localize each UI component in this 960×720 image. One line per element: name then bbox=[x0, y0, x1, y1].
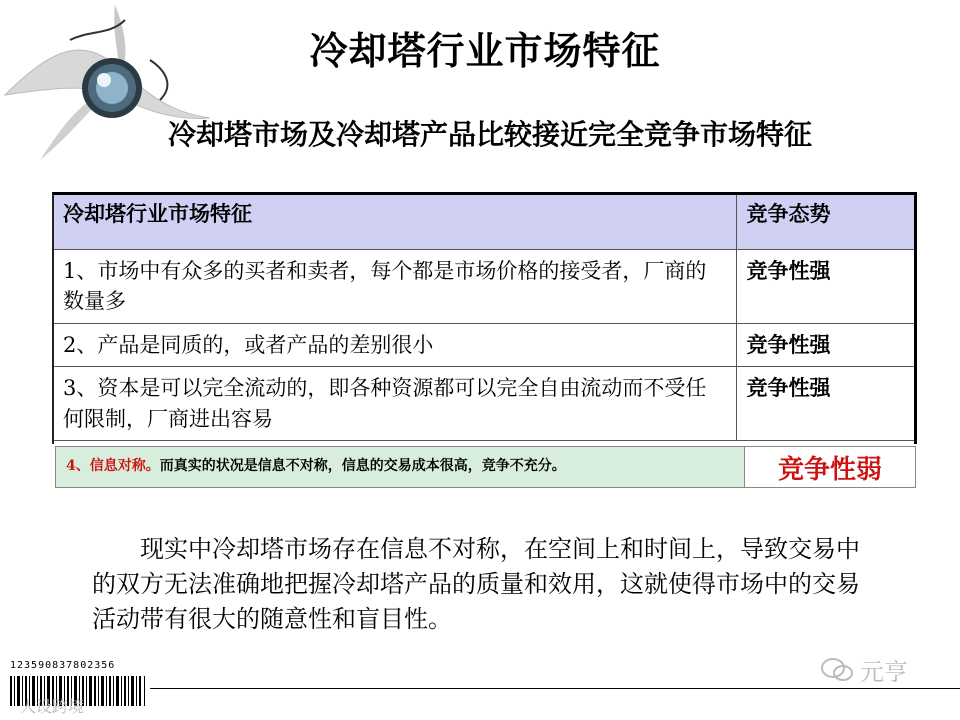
conclusion-text: 现实中冷却塔市场存在信息不对称，在空间上和时间上，导致交易中的双方无法准确地把握冷却塔产品的质量和效用，这就使得市场中的交易活动带有很大的随意性和盲目性。 bbox=[92, 535, 860, 633]
row-status: 竞争性强 bbox=[736, 323, 916, 366]
table-row bbox=[53, 323, 917, 366]
row-feature: 1、市场中有众多的买者和卖者，每个都是市场价格的接受者，厂商的数量多 bbox=[53, 250, 737, 324]
table-header-row bbox=[53, 193, 917, 250]
row4-status: 竞争性弱 bbox=[777, 454, 882, 485]
barcode-digits: 123590837802356 bbox=[10, 660, 116, 671]
page-subtitle: 冷却塔市场及冷却塔产品比较接近完全竞争市场特征 bbox=[167, 118, 812, 151]
market-feature-table bbox=[52, 192, 917, 441]
conclusion-paragraph bbox=[92, 532, 882, 636]
row-feature: 2、产品是同质的，或者产品的差别很小 bbox=[53, 323, 737, 366]
footer-divider bbox=[150, 688, 960, 689]
table-row-info-asymmetry bbox=[55, 446, 916, 488]
page-title: 冷却塔行业市场特征 bbox=[309, 28, 661, 73]
row-status: 竞争性强 bbox=[736, 367, 916, 441]
watermark-left: 人设跨境 bbox=[20, 697, 85, 716]
header-status: 竞争态势 bbox=[736, 193, 916, 250]
table-row bbox=[53, 367, 917, 441]
header-feature: 冷却塔行业市场特征 bbox=[53, 193, 737, 250]
row-feature: 3、资本是可以完全流动的，即各种资源都可以完全自由流动而不受任何限制，厂商进出容易 bbox=[53, 367, 737, 441]
wechat-icon bbox=[820, 657, 854, 683]
row4-feature-rest: 而真实的状况是信息不对称，信息的交易成本很高，竞争不充分。 bbox=[159, 458, 566, 474]
watermark-right bbox=[820, 652, 908, 687]
row4-feature bbox=[56, 447, 745, 487]
row-status: 竞争性强 bbox=[736, 250, 916, 324]
watermark-right-text: 元亨 bbox=[860, 658, 908, 686]
table-row bbox=[53, 250, 917, 324]
row4-feature-label: 4、信息对称。 bbox=[66, 458, 160, 474]
